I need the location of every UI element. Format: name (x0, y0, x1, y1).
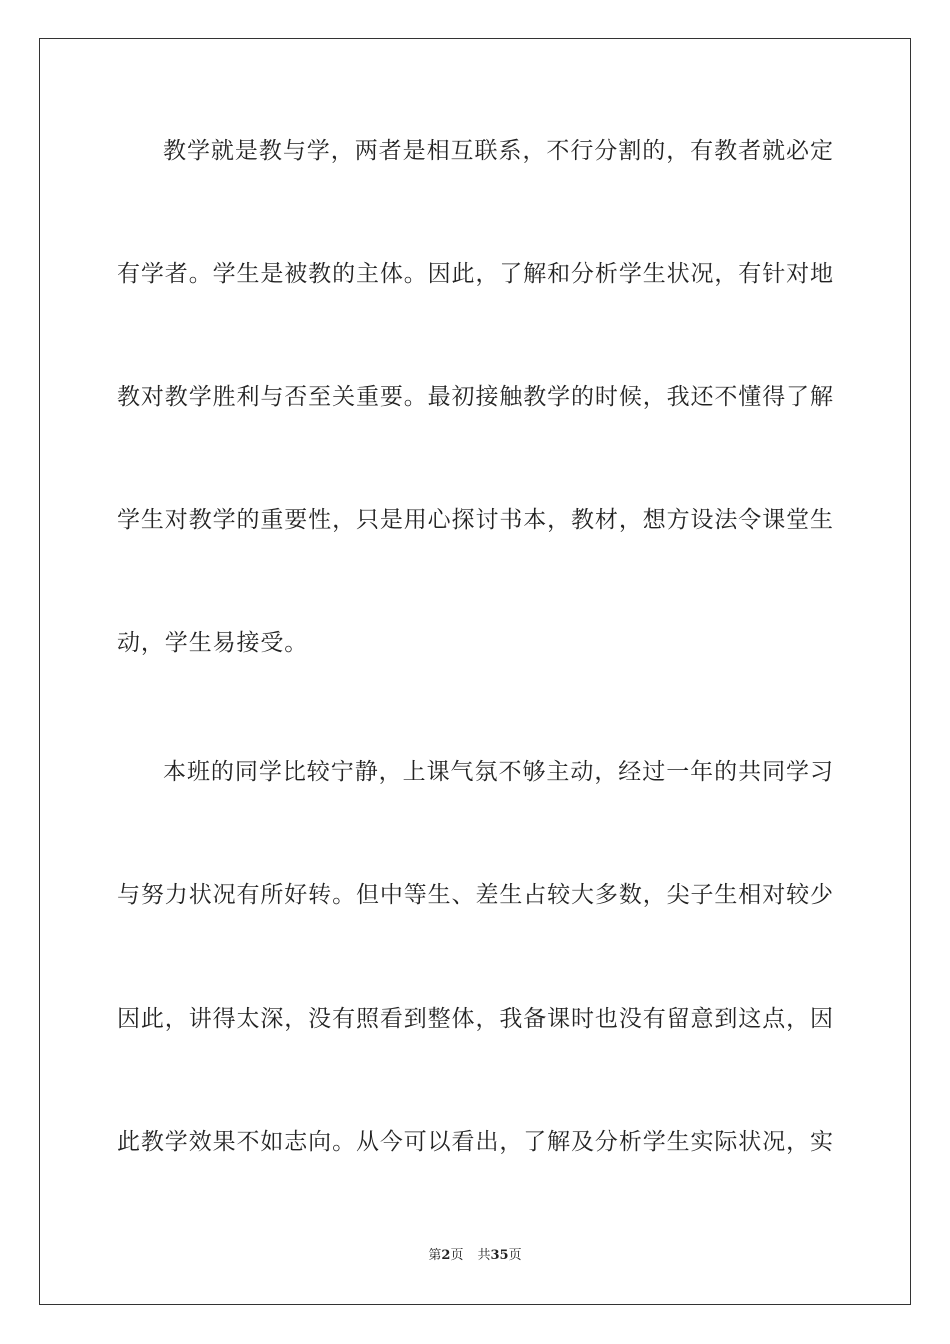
paragraph-2-line-2: 与努力状况有所好转。但中等生、差生占较大多数，尖子生相对较少 (117, 882, 833, 908)
total-suffix: 页 (508, 1248, 522, 1263)
paragraph-2-line-3: 因此，讲得太深，没有照看到整体，我备课时也没有留意到这点，因 (117, 1006, 833, 1032)
paragraph-1-line-2: 有学者。学生是被教的主体。因此，了解和分析学生状况，有针对地 (117, 261, 833, 287)
page-border (39, 38, 911, 1305)
paragraph-1-line-1: 教学就是教与学，两者是相互联系，不行分割的，有教者就必定 (163, 138, 833, 164)
page-footer (0, 1247, 950, 1265)
paragraph-1-line-5: 动，学生易接受。 (117, 630, 309, 656)
page-prefix: 第 (428, 1248, 442, 1263)
total-pages: 35 (490, 1248, 509, 1263)
total-prefix: 共 (477, 1248, 491, 1263)
paragraph-1-line-3: 教对教学胜利与否至关重要。最初接触教学的时候，我还不懂得了解 (117, 384, 833, 410)
paragraph-2-line-4: 此教学效果不如志向。从今可以看出，了解及分析学生实际状况，实 (117, 1129, 833, 1155)
page-number: 2 (441, 1248, 451, 1263)
paragraph-1-line-4: 学生对教学的重要性，只是用心探讨书本，教材，想方设法令课堂生 (117, 507, 833, 533)
paragraph-2-line-1: 本班的同学比较宁静，上课气氛不够主动，经过一年的共同学习 (163, 759, 833, 785)
page-suffix: 页 (450, 1248, 464, 1263)
